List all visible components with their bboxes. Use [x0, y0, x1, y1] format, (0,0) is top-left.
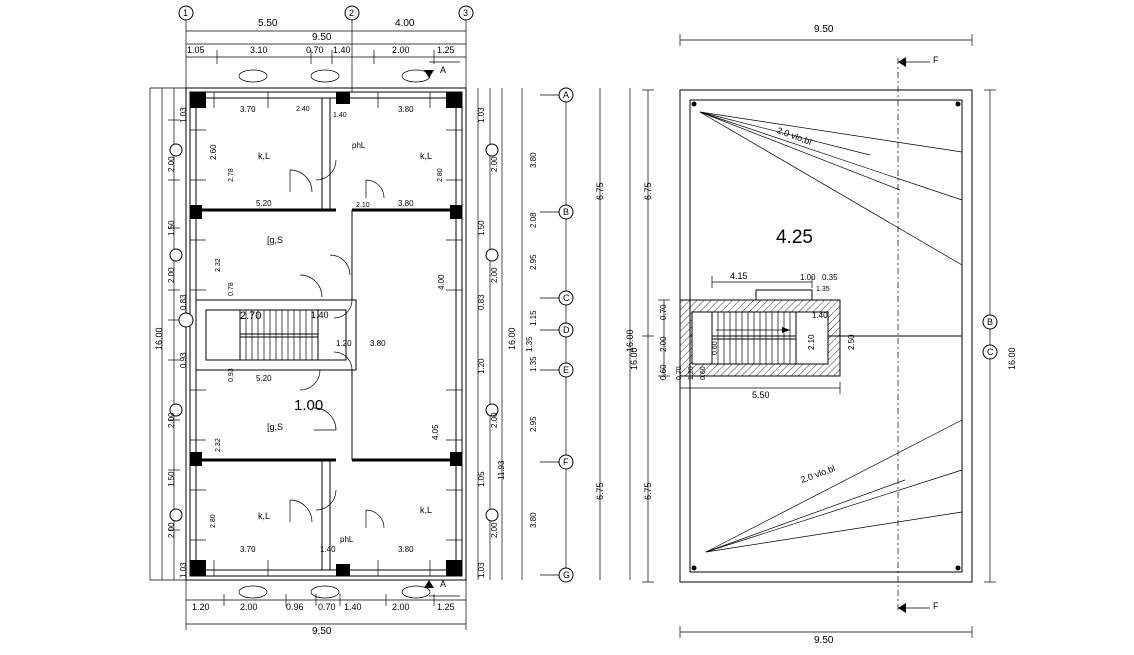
- inner-dim-3-80-c: 3.80: [370, 339, 386, 348]
- inner-dim-0-93-v: 0.93: [228, 368, 235, 382]
- roof-dim-6-75-top: 6.75: [643, 182, 653, 200]
- grid-bubble-C: C: [563, 293, 570, 303]
- stair-dim-4-15: 4.15: [730, 271, 748, 281]
- axis-dim-2-95-b: 2.95: [529, 416, 538, 432]
- room-label-kl-4: k,L: [420, 505, 433, 515]
- dim-bottom-1-40: 1.40: [344, 602, 362, 612]
- overall-dim-16-00: 16.00: [625, 329, 635, 352]
- dim-left-16-00: 16.00: [154, 327, 164, 350]
- dim-right-1-03-a: 1.03: [477, 107, 486, 123]
- stair-dim-0-35: 0.35: [822, 273, 838, 282]
- dim-top-sub-1-25: 1.25: [437, 45, 455, 55]
- dim-top-5-50: 5.50: [258, 18, 278, 29]
- dim-left-1-50-b: 1.50: [167, 471, 176, 487]
- axis-dim-1-15: 1.15: [529, 310, 538, 326]
- room-label-kl-3: k,L: [258, 511, 271, 521]
- overall-dim-6-75-top: 6.75: [595, 182, 605, 200]
- dim-left-2-00-d: 2.00: [167, 522, 176, 538]
- grid-bubble-2: 2: [349, 8, 355, 18]
- grid-bubble-3: 3: [463, 8, 469, 18]
- dim-left-0-93: 0.93: [179, 352, 188, 368]
- grid-bubble-F: F: [563, 457, 569, 467]
- dim-right-0-83: 0.83: [477, 294, 486, 310]
- dim-right-1-05: 1.05: [477, 471, 486, 487]
- dim-bottom-0-70: 0.70: [318, 602, 336, 612]
- stair-dim-1-35: 1.35: [816, 286, 830, 293]
- dim-top-4-00: 4.00: [395, 18, 415, 29]
- roof-dim-0-60: 0.60: [659, 364, 668, 380]
- dim-left-1-03-b: 1.03: [179, 562, 188, 578]
- roof-grid-bubble-B: B: [987, 317, 994, 327]
- grid-bubble-D: D: [563, 325, 570, 335]
- dim-left-2-00-b: 2.00: [167, 267, 176, 283]
- stair-dim-5-50: 5.50: [752, 390, 770, 400]
- dim-bottom-0-96: 0.96: [286, 602, 304, 612]
- inner-dim-2-32-v: 2.32: [215, 258, 222, 272]
- dim-left-0-83: 0.83: [179, 294, 188, 310]
- inner-dim-0-78-v: 0.78: [228, 282, 235, 296]
- inner-dim-5-20-b: 5.20: [256, 374, 272, 383]
- inner-dim-2-32-v2: 2.32: [215, 438, 222, 452]
- grid-bubble-1: 1: [183, 8, 189, 18]
- dim-left-1-03-a: 1.03: [179, 107, 188, 123]
- stair-dim-2-50: 2.50: [847, 334, 856, 350]
- dim-right-2-00-a: 2.00: [490, 156, 499, 172]
- axis-dim-2-95-a: 2.95: [529, 254, 538, 270]
- inner-dim-1-40-c: 1.40: [320, 545, 336, 554]
- dim-top-sub-3-10: 3.10: [250, 45, 268, 55]
- dim-right-1-50-a: 1.50: [477, 220, 486, 236]
- inner-dim-2-40: 2.40: [296, 106, 310, 113]
- room-label-gs-2: [g,S: [267, 422, 284, 432]
- dim-right-16-00: 16.00: [507, 327, 517, 350]
- stair-level-label: 4.25: [776, 227, 813, 248]
- dim-right-2-00-b: 2.00: [490, 267, 499, 283]
- roof-grid-bubble-C: C: [987, 347, 994, 357]
- axis-dim-2-08: 2.08: [529, 212, 538, 228]
- inner-dim-2-78-v: 2.78: [228, 168, 235, 182]
- inner-dim-1-40-a: 1.40: [333, 112, 347, 119]
- dim-left-1-50-a: 1.50: [167, 220, 176, 236]
- dim-right-1-35: 1.35: [525, 336, 534, 352]
- section-mark-A-bottom: A: [440, 579, 447, 589]
- dim-right-1-03-b: 1.03: [477, 562, 486, 578]
- dim-bottom-2-00-a: 2.00: [240, 602, 258, 612]
- inner-dim-3-80-bot: 3.80: [398, 545, 414, 554]
- dim-top-sub-1-05: 1.05: [187, 45, 205, 55]
- stair-dim-1-00: 1.00: [800, 273, 816, 282]
- slope-label-top: 2.0 vlo,bl: [775, 125, 813, 147]
- dim-bottom-9-50: 9.50: [312, 626, 332, 637]
- axis-dim-1-35: 1.35: [529, 356, 538, 372]
- stair-dim-0-60-a: 0.60: [700, 366, 707, 380]
- inner-dim-3-80-top: 3.80: [398, 105, 414, 114]
- inner-dim-1-40-b: 1.40: [311, 310, 329, 320]
- grid-bubble-B: B: [563, 207, 570, 217]
- inner-dim-2-10: 2.10: [356, 202, 370, 209]
- slope-label-bottom: 2.0 vlo,bl: [799, 463, 837, 485]
- inner-dim-1-00: 1.00: [294, 397, 324, 414]
- dim-top-9-50: 9.50: [312, 32, 332, 43]
- inner-dim-5-20-a: 5.20: [256, 199, 272, 208]
- stair-dim-1-20: 1.20: [688, 366, 695, 380]
- roof-dim-0-70: 0.70: [659, 304, 668, 320]
- roof-dim-bottom-9-50: 9.50: [814, 635, 834, 646]
- inner-dim-3-70-bot: 3.70: [240, 545, 256, 554]
- stair-dim-0-60-b: 0.60: [712, 341, 719, 355]
- room-label-kl-1: k,L: [258, 151, 271, 161]
- room-label-phl-2: phL: [340, 535, 354, 544]
- dim-left-2-00-c: 2.00: [167, 412, 176, 428]
- dim-right-11-93: 11.93: [497, 460, 506, 480]
- roof-dim-2-00: 2.00: [659, 336, 668, 352]
- dim-bottom-1-20: 1.20: [192, 602, 210, 612]
- inner-dim-1-20: 1.20: [336, 339, 352, 348]
- overall-dim-6-75-bot: 6.75: [595, 482, 605, 500]
- dim-right-1-20: 1.20: [477, 358, 486, 374]
- dim-bottom-1-25: 1.25: [437, 602, 455, 612]
- section-mark-A-top: A: [440, 65, 447, 75]
- axis-dim-3-80-b: 3.80: [529, 512, 538, 528]
- inner-dim-4-05-v: 4.05: [431, 424, 440, 440]
- axis-dim-3-80-a: 3.80: [529, 152, 538, 168]
- inner-dim-2-80-v: 2.80: [437, 168, 444, 182]
- room-label-kl-2: k,L: [420, 151, 433, 161]
- roof-dim-top-9-50: 9.50: [814, 24, 834, 35]
- roof-dim-16-00-right: 16.00: [1007, 347, 1017, 370]
- dim-top-sub-2-00: 2.00: [392, 45, 410, 55]
- dim-top-sub-0-70: 0.70: [306, 45, 324, 55]
- roof-dim-16-00-left: 16.00: [629, 347, 639, 370]
- inner-dim-2-80-v2: 2.80: [210, 514, 217, 528]
- inner-dim-3-80-b: 3.80: [398, 199, 414, 208]
- stair-dim-1-40: 1.40: [812, 311, 828, 320]
- inner-dim-4-00-v: 4.00: [437, 274, 446, 290]
- inner-dim-3-70-top: 3.70: [240, 105, 256, 114]
- stair-dim-0-70: 0.70: [676, 366, 683, 380]
- grid-bubble-E: E: [563, 365, 570, 375]
- room-label-gs-1: [g,S: [267, 235, 284, 245]
- dim-top-sub-1-40: 1.40: [333, 45, 351, 55]
- section-mark-F-top: F: [933, 55, 939, 65]
- dim-bottom-2-00-b: 2.00: [392, 602, 410, 612]
- roof-dim-6-75-bot: 6.75: [643, 482, 653, 500]
- section-mark-F-bottom: F: [933, 601, 939, 611]
- inner-dim-2-60-v: 2.60: [209, 144, 218, 160]
- dim-right-2-00-c: 2.00: [490, 412, 499, 428]
- grid-bubble-A: A: [563, 90, 570, 100]
- room-label-phl-1: phL: [352, 141, 366, 150]
- dim-left-2-00-a: 2.00: [167, 156, 176, 172]
- inner-dim-2-70: 2.70: [240, 310, 262, 322]
- stair-dim-2-10: 2.10: [807, 334, 816, 350]
- dim-right-2-00-d: 2.00: [490, 522, 499, 538]
- grid-bubble-G: G: [563, 570, 571, 580]
